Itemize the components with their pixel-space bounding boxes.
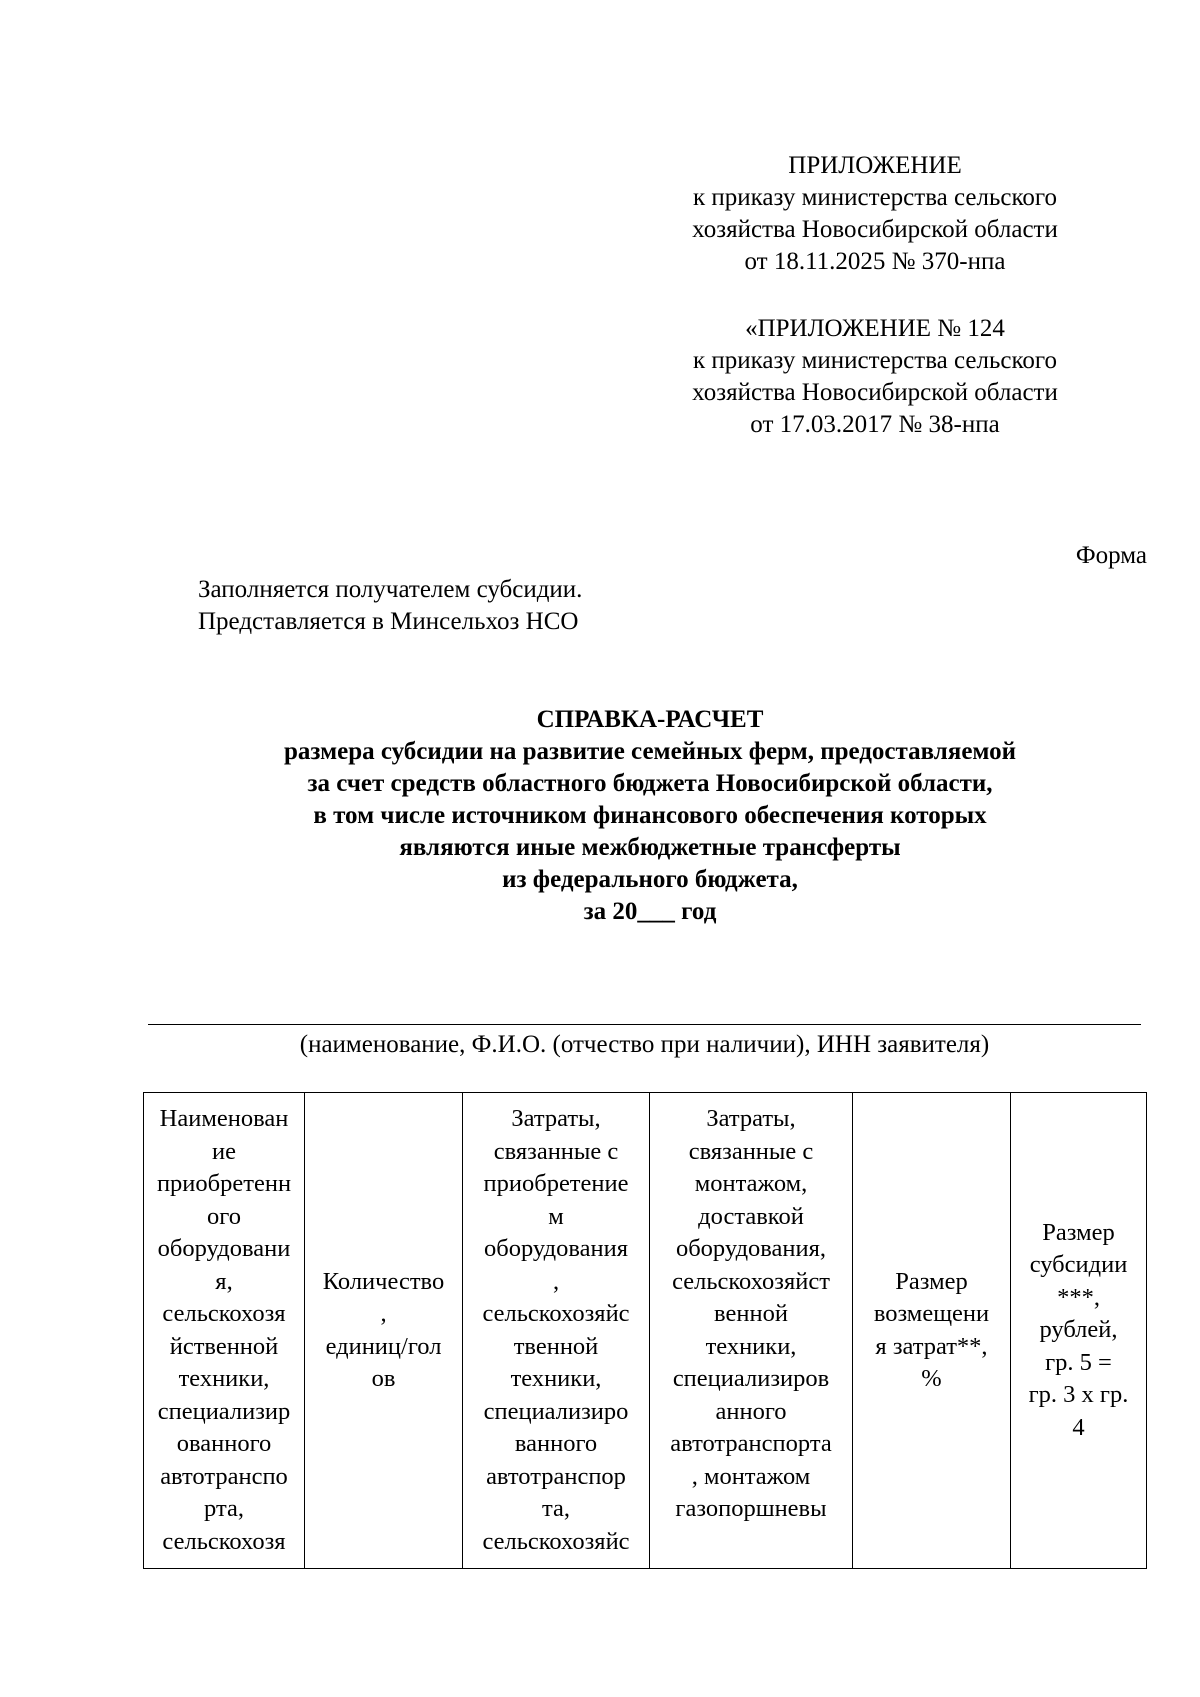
title-line: в том числе источником финансового обеспечения которых <box>313 802 987 829</box>
title-line: являются иные межбюджетные трансферты <box>399 834 901 861</box>
title-line: за счет средств областного бюджета Новосибирской области, <box>307 770 993 797</box>
title-heading: СПРАВКА-РАСЧЕТ <box>536 706 764 733</box>
appendix-original-line: «ПРИЛОЖЕНИЕ № 124 <box>745 315 1005 342</box>
header-subsidy-amount: Размер субсидии ***, рублей, гр. 5 = гр. 3 х гр. 4 <box>1011 1093 1147 1569</box>
form-label: Форма <box>1075 542 1147 569</box>
appendix-current <box>640 150 1110 278</box>
table-header-row <box>144 1093 1147 1569</box>
fill-notes <box>198 574 582 638</box>
title-line: из федерального бюджета, <box>502 866 798 893</box>
appendix-original <box>640 313 1110 441</box>
title-line: за 20___ год <box>583 898 717 925</box>
title-line: размера субсидии на развитие семейных ферм, предоставляемой <box>283 738 1017 765</box>
header-reimbursement-rate: Размер возмещени я затрат**, % <box>853 1093 1011 1569</box>
fill-note: Представляется в Минсельхоз НСО <box>198 608 579 635</box>
header-quantity: Количество , единиц/гол ов <box>305 1093 463 1569</box>
applicant-fill-line[interactable] <box>148 1024 1141 1025</box>
appendix-original-line: от 17.03.2017 № 38-нпа <box>750 411 1000 438</box>
appendix-current-line: хозяйства Новосибирской области <box>692 216 1058 243</box>
header-acquisition-costs: Затраты, связанные с приобретение м оборудования , сельскохозяйс твенной техники, специализиро ванного автотранспор та, сельскохозяйс <box>463 1093 650 1569</box>
appendix-original-line: к приказу министерства сельского <box>692 347 1057 374</box>
appendix-current-line: ПРИЛОЖЕНИЕ <box>788 152 962 179</box>
header-installation-costs: Затраты, связанные с монтажом, доставкой оборудования, сельскохозяйст венной техники, специализиров анного автотранспорта , монтажом газопоршневы <box>650 1093 853 1569</box>
document-title <box>100 704 1200 928</box>
fill-note: Заполняется получателем субсидии. <box>198 576 583 603</box>
appendix-original-line: хозяйства Новосибирской области <box>692 379 1058 406</box>
header-equipment-name: Наименован ие приобретенн ого оборудовани я, сельскохозя йственной техники, специализир ованного автотранспо рта, сельскохозя <box>144 1093 305 1569</box>
appendix-current-line: к приказу министерства сельского <box>692 184 1057 211</box>
applicant-caption: (наименование, Ф.И.О. (отчество при наличии), ИНН заявителя) <box>299 1031 990 1058</box>
calculation-table <box>143 1092 1147 1569</box>
appendix-current-line: от 18.11.2025 № 370-нпа <box>744 248 1006 275</box>
